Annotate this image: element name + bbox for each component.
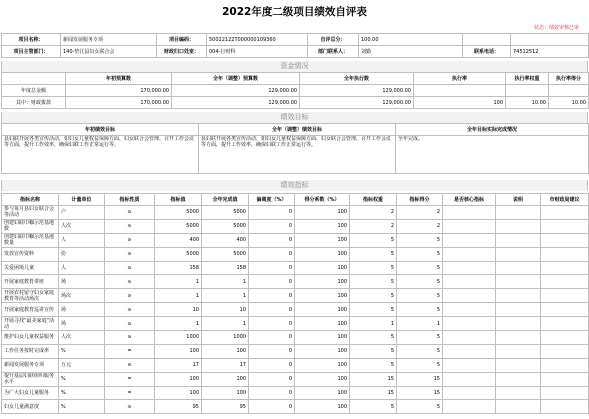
ind-score: 15 bbox=[397, 386, 443, 400]
ind-coef: 100 bbox=[295, 386, 350, 400]
ind-target: 5000 bbox=[155, 247, 202, 261]
ind-dev: 0 bbox=[249, 400, 295, 414]
funds-section-header: 资金情况 bbox=[1, 61, 588, 72]
ind-header-suggest: 市财政局建议 bbox=[541, 194, 589, 206]
ind-score: 5 bbox=[397, 233, 443, 247]
ind-name: 妇女儿童满意度 bbox=[2, 400, 59, 414]
goal-adjusted-text: 县妇联开展各类宣传活动，如妇女儿童权益保障方面、妇女联合会管理、召开工作会议等方面，提升工作效率，确保妇联工作正常运行等。 bbox=[199, 136, 396, 174]
ind-coef: 100 bbox=[295, 400, 350, 414]
ind-weight: 1 bbox=[350, 317, 397, 331]
ind-score: 2 bbox=[397, 206, 443, 220]
ind-score: 5 bbox=[397, 358, 443, 372]
ind-core bbox=[443, 247, 496, 261]
ind-actual: 1 bbox=[202, 275, 249, 289]
ind-suggest bbox=[541, 289, 589, 303]
ind-weight: 15 bbox=[350, 386, 397, 400]
ind-nature: = bbox=[105, 372, 155, 386]
ind-suggest bbox=[541, 303, 589, 317]
ind-weight: 5 bbox=[350, 358, 397, 372]
ind-target: 400 bbox=[155, 233, 202, 247]
ind-nature: ≥ bbox=[105, 233, 155, 247]
ind-suggest bbox=[541, 386, 589, 400]
ind-header-note: 说明 bbox=[496, 194, 541, 206]
page-title: 2022年度二级项目绩效自评表 bbox=[222, 6, 367, 18]
finance-label: 财政归口处室： bbox=[157, 46, 207, 58]
table-row bbox=[2, 233, 589, 247]
funds-cell: 129,000.00 bbox=[172, 97, 300, 109]
ind-nature: = bbox=[105, 386, 155, 400]
ind-unit: % bbox=[59, 400, 105, 414]
ind-coef: 100 bbox=[295, 261, 350, 275]
ind-note bbox=[496, 261, 541, 275]
ind-suggest bbox=[541, 358, 589, 372]
goals-header-initial: 年初绩效目标 bbox=[2, 124, 199, 136]
ind-actual: 95 bbox=[202, 400, 249, 414]
ind-target: 100 bbox=[155, 386, 202, 400]
funds-cell: 129,000.00 bbox=[300, 97, 414, 109]
ind-actual: 1 bbox=[202, 317, 249, 331]
table-row bbox=[2, 400, 589, 414]
ind-target: 100 bbox=[155, 344, 202, 358]
ind-actual: 100 bbox=[202, 386, 249, 400]
ind-nature: ≥ bbox=[105, 289, 155, 303]
table-row bbox=[2, 289, 589, 303]
ind-coef: 100 bbox=[295, 317, 350, 331]
phone-value: 74512512 bbox=[511, 46, 589, 58]
ind-actual: 17 bbox=[202, 358, 249, 372]
ind-core bbox=[443, 275, 496, 289]
dept-label: 项目主管部门： bbox=[2, 46, 61, 58]
ind-dev: 0 bbox=[249, 317, 295, 331]
table-row bbox=[2, 344, 589, 358]
ind-coef: 100 bbox=[295, 289, 350, 303]
ind-suggest bbox=[541, 206, 589, 220]
funds-cell bbox=[506, 85, 549, 97]
ind-weight: 5 bbox=[350, 275, 397, 289]
indicators-table bbox=[1, 193, 589, 414]
ind-core bbox=[443, 289, 496, 303]
ind-score: 1 bbox=[397, 317, 443, 331]
ind-suggest bbox=[541, 219, 589, 233]
ind-unit: 场次 bbox=[59, 289, 105, 303]
ind-note bbox=[496, 303, 541, 317]
ind-score: 2 bbox=[397, 219, 443, 233]
ind-unit: 万元 bbox=[59, 358, 105, 372]
ind-name: 开展家庭教育讲座 bbox=[2, 275, 59, 289]
funds-cell: 100 bbox=[414, 97, 506, 109]
ind-name: 开展家庭教育巡讲宣传 bbox=[2, 303, 59, 317]
ind-weight: 5 bbox=[350, 233, 397, 247]
ind-nature: ≥ bbox=[105, 275, 155, 289]
table-row bbox=[2, 358, 589, 372]
ind-weight: 5 bbox=[350, 247, 397, 261]
project-code-label: 项目编码： bbox=[157, 34, 207, 46]
goal-actual-text: 全年完成。 bbox=[396, 136, 589, 174]
table-row bbox=[2, 386, 589, 400]
ind-name: 参与每月县妇女联合会等活动 bbox=[2, 206, 59, 220]
ind-coef: 100 bbox=[295, 219, 350, 233]
ind-dev: 0 bbox=[249, 303, 295, 317]
ind-actual: 5000 bbox=[202, 247, 249, 261]
funds-header-3: 全年执行数 bbox=[300, 73, 414, 85]
ind-nature: ≥ bbox=[105, 219, 155, 233]
ind-target: 1000 bbox=[155, 331, 202, 345]
ind-coef: 100 bbox=[295, 344, 350, 358]
ind-actual: 100 bbox=[202, 372, 249, 386]
ind-core bbox=[443, 331, 496, 345]
ind-coef: 100 bbox=[295, 275, 350, 289]
ind-nature: ≤ bbox=[105, 358, 155, 372]
goals-section-header: 绩效目标 bbox=[1, 112, 588, 123]
ind-note bbox=[496, 275, 541, 289]
ind-suggest bbox=[541, 247, 589, 261]
ind-note bbox=[496, 289, 541, 303]
ind-header-weight: 指标权重 bbox=[350, 194, 397, 206]
ind-core bbox=[443, 303, 496, 317]
ind-header-score: 指标得分 bbox=[397, 194, 443, 206]
ind-dev: 0 bbox=[249, 261, 295, 275]
table-row bbox=[2, 303, 589, 317]
ind-unit: 人 bbox=[59, 233, 105, 247]
funds-cell: 10.00 bbox=[506, 97, 549, 109]
ind-name: 工作任务按时完成率 bbox=[2, 344, 59, 358]
ind-suggest bbox=[541, 344, 589, 358]
table-row bbox=[2, 372, 589, 386]
funds-cell: 170,000.00 bbox=[66, 97, 172, 109]
table-row bbox=[2, 275, 589, 289]
ind-header-actual: 全年完成值 bbox=[202, 194, 249, 206]
ind-dev: 0 bbox=[249, 206, 295, 220]
project-name-label: 项目名称： bbox=[2, 34, 61, 46]
funds-cell: 170,000.00 bbox=[66, 85, 172, 97]
ind-name: 维护妇女儿童权益服务 bbox=[2, 331, 59, 345]
ind-note bbox=[496, 247, 541, 261]
self-score-label: 自评总分： bbox=[308, 34, 359, 46]
ind-core bbox=[443, 206, 496, 220]
ind-target: 1 bbox=[155, 289, 202, 303]
self-score-value: 100.00 bbox=[359, 34, 463, 46]
ind-unit: 人 bbox=[59, 261, 105, 275]
ind-header-core: 是否核心指标 bbox=[443, 194, 496, 206]
ind-core bbox=[443, 317, 496, 331]
project-code-value: 50022122T000000109360 bbox=[207, 34, 308, 46]
table-row bbox=[2, 261, 589, 275]
funds-cell bbox=[549, 85, 589, 97]
ind-header-unit: 计量单位 bbox=[59, 194, 105, 206]
project-name-value: 新闻发展服务专项 bbox=[61, 34, 157, 46]
ind-nature: ≥ bbox=[105, 331, 155, 345]
ind-target: 95 bbox=[155, 400, 202, 414]
ind-core bbox=[443, 372, 496, 386]
ind-core bbox=[443, 233, 496, 247]
ind-score: 5 bbox=[397, 400, 443, 414]
ind-nature: ≥ bbox=[105, 247, 155, 261]
ind-target: 17 bbox=[155, 358, 202, 372]
goal-initial-text: 县妇联开展各类宣传活动，如妇女儿童权益保障方面、妇女联合会管理、召开工作会议等方面，提升工作效率，确保妇联工作正常运行等。 bbox=[2, 136, 199, 174]
ind-note bbox=[496, 386, 541, 400]
ind-actual: 100 bbox=[202, 344, 249, 358]
ind-name: 开展寻找“最美家庭”活动 bbox=[2, 317, 59, 331]
ind-suggest bbox=[541, 275, 589, 289]
ind-target: 5000 bbox=[155, 206, 202, 220]
ind-weight: 5 bbox=[350, 261, 397, 275]
ind-weight: 5 bbox=[350, 331, 397, 345]
ind-unit: 场 bbox=[59, 275, 105, 289]
ind-dev: 0 bbox=[249, 219, 295, 233]
ind-dev: 0 bbox=[249, 386, 295, 400]
finance-value: 004-行财科 bbox=[207, 46, 308, 58]
ind-dev: 0 bbox=[249, 358, 295, 372]
ind-note bbox=[496, 317, 541, 331]
ind-dev: 0 bbox=[249, 289, 295, 303]
ind-note bbox=[496, 344, 541, 358]
ind-coef: 100 bbox=[295, 247, 350, 261]
ind-weight: 5 bbox=[350, 400, 397, 414]
project-info-table bbox=[1, 33, 589, 58]
ind-unit: 人次 bbox=[59, 331, 105, 345]
ind-nature: ≥ bbox=[105, 317, 155, 331]
ind-target: 100 bbox=[155, 372, 202, 386]
funds-row-label: 其中：财政拨款 bbox=[2, 97, 66, 109]
funds-row-label: 年度总金额 bbox=[2, 85, 66, 97]
ind-score: 5 bbox=[397, 289, 443, 303]
ind-name: 发放宣传资料 bbox=[2, 247, 59, 261]
ind-suggest bbox=[541, 261, 589, 275]
ind-unit: % bbox=[59, 372, 105, 386]
ind-unit: 场 bbox=[59, 303, 105, 317]
ind-target: 10 bbox=[155, 303, 202, 317]
ind-nature: ≥ bbox=[105, 261, 155, 275]
ind-dev: 0 bbox=[249, 331, 295, 345]
ind-note bbox=[496, 331, 541, 345]
ind-weight: 5 bbox=[350, 289, 397, 303]
ind-dev: 0 bbox=[249, 372, 295, 386]
ind-coef: 100 bbox=[295, 372, 350, 386]
ind-header-target: 指标值 bbox=[155, 194, 202, 206]
ind-dev: 0 bbox=[249, 275, 295, 289]
ind-note bbox=[496, 206, 541, 220]
ind-score: 5 bbox=[397, 261, 443, 275]
ind-name: 创建妇联巾帼示范基地数 bbox=[2, 219, 59, 233]
ind-core bbox=[443, 358, 496, 372]
ind-core bbox=[443, 400, 496, 414]
ind-weight: 5 bbox=[350, 344, 397, 358]
ind-coef: 100 bbox=[295, 303, 350, 317]
ind-actual: 1 bbox=[202, 289, 249, 303]
funds-header-5: 执行率权重 bbox=[506, 73, 549, 85]
funds-cell: 129,000.00 bbox=[300, 85, 414, 97]
contact-value: 刘勤 bbox=[359, 46, 463, 58]
funds-cell bbox=[414, 85, 506, 97]
table-row bbox=[2, 219, 589, 233]
ind-score: 15 bbox=[397, 372, 443, 386]
ind-nature: ≥ bbox=[105, 206, 155, 220]
funds-header-2: 全年（调整）预算数 bbox=[172, 73, 300, 85]
ind-core bbox=[443, 219, 496, 233]
phone-label: 联系电话： bbox=[463, 46, 511, 58]
table-row bbox=[2, 331, 589, 345]
ind-unit: % bbox=[59, 344, 105, 358]
ind-note bbox=[496, 400, 541, 414]
ind-note bbox=[496, 358, 541, 372]
ind-header-nature: 指标性质 bbox=[105, 194, 155, 206]
ind-unit: 户 bbox=[59, 206, 105, 220]
ind-name: 为广大妇女儿童服务 bbox=[2, 386, 59, 400]
ind-unit: 场 bbox=[59, 317, 105, 331]
ind-name: 新闻发展服务专项 bbox=[2, 358, 59, 372]
ind-score: 5 bbox=[397, 331, 443, 345]
ind-actual: 10 bbox=[202, 303, 249, 317]
funds-header-1: 年初预算数 bbox=[66, 73, 172, 85]
funds-cell: 129,000.00 bbox=[172, 85, 300, 97]
ind-weight: 2 bbox=[350, 206, 397, 220]
ind-weight: 2 bbox=[350, 219, 397, 233]
ind-target: 158 bbox=[155, 261, 202, 275]
funds-table bbox=[1, 72, 589, 109]
ind-suggest bbox=[541, 233, 589, 247]
ind-coef: 100 bbox=[295, 233, 350, 247]
ind-nature: ≥ bbox=[105, 400, 155, 414]
ind-name: 开展农村留守妇女家庭教育等活动场次 bbox=[2, 289, 59, 303]
status-label: 状态：绩效审核已审 bbox=[533, 25, 579, 31]
ind-target: 1 bbox=[155, 317, 202, 331]
goals-header-actual: 全年目标实际完成情况 bbox=[396, 124, 589, 136]
ind-actual: 158 bbox=[202, 261, 249, 275]
funds-cell: 10.00 bbox=[549, 97, 589, 109]
goals-header-adjusted: 全年（调整）绩效目标 bbox=[199, 124, 396, 136]
ind-header-dev: 偏离度（%） bbox=[249, 194, 295, 206]
ind-score: 5 bbox=[397, 303, 443, 317]
ind-coef: 100 bbox=[295, 358, 350, 372]
ind-target: 5000 bbox=[155, 219, 202, 233]
ind-actual: 400 bbox=[202, 233, 249, 247]
ind-name: 提升基层妇联组织服务水平 bbox=[2, 372, 59, 386]
ind-actual: 5000 bbox=[202, 206, 249, 220]
ind-coef: 100 bbox=[295, 206, 350, 220]
goals-table bbox=[1, 123, 589, 174]
ind-note bbox=[496, 233, 541, 247]
ind-suggest bbox=[541, 372, 589, 386]
ind-unit: 人次 bbox=[59, 219, 105, 233]
dept-value: 140-垫江县妇女联合会 bbox=[61, 46, 157, 58]
table-row bbox=[2, 247, 589, 261]
table-row bbox=[2, 206, 589, 220]
ind-suggest bbox=[541, 331, 589, 345]
ind-name: 关爱困境儿童 bbox=[2, 261, 59, 275]
ind-core bbox=[443, 386, 496, 400]
ind-score: 5 bbox=[397, 275, 443, 289]
ind-nature: ≥ bbox=[105, 303, 155, 317]
ind-dev: 0 bbox=[249, 344, 295, 358]
indicators-section-header: 绩效指标 bbox=[1, 180, 588, 191]
ind-unit: 份 bbox=[59, 247, 105, 261]
ind-name: 创建妇联巾帼示范基地数量 bbox=[2, 233, 59, 247]
ind-dev: 0 bbox=[249, 247, 295, 261]
ind-dev: 0 bbox=[249, 233, 295, 247]
ind-weight: 15 bbox=[350, 372, 397, 386]
ind-unit: % bbox=[59, 386, 105, 400]
ind-actual: 5000 bbox=[202, 219, 249, 233]
ind-actual: 1000 bbox=[202, 331, 249, 345]
ind-header-name: 指标名称 bbox=[2, 194, 59, 206]
ind-score: 5 bbox=[397, 344, 443, 358]
ind-core bbox=[443, 344, 496, 358]
table-row bbox=[2, 317, 589, 331]
ind-weight: 5 bbox=[350, 303, 397, 317]
ind-suggest bbox=[541, 317, 589, 331]
ind-target: 1 bbox=[155, 275, 202, 289]
ind-suggest bbox=[541, 400, 589, 414]
contact-label: 部门联系人： bbox=[308, 46, 359, 58]
ind-note bbox=[496, 372, 541, 386]
ind-coef: 100 bbox=[295, 331, 350, 345]
ind-nature: = bbox=[105, 344, 155, 358]
funds-header-6: 执行率得分 bbox=[549, 73, 589, 85]
funds-header-4: 执行率 bbox=[414, 73, 506, 85]
ind-note bbox=[496, 219, 541, 233]
ind-score: 5 bbox=[397, 247, 443, 261]
ind-core bbox=[443, 261, 496, 275]
ind-header-coef: 得分系数（%） bbox=[295, 194, 350, 206]
